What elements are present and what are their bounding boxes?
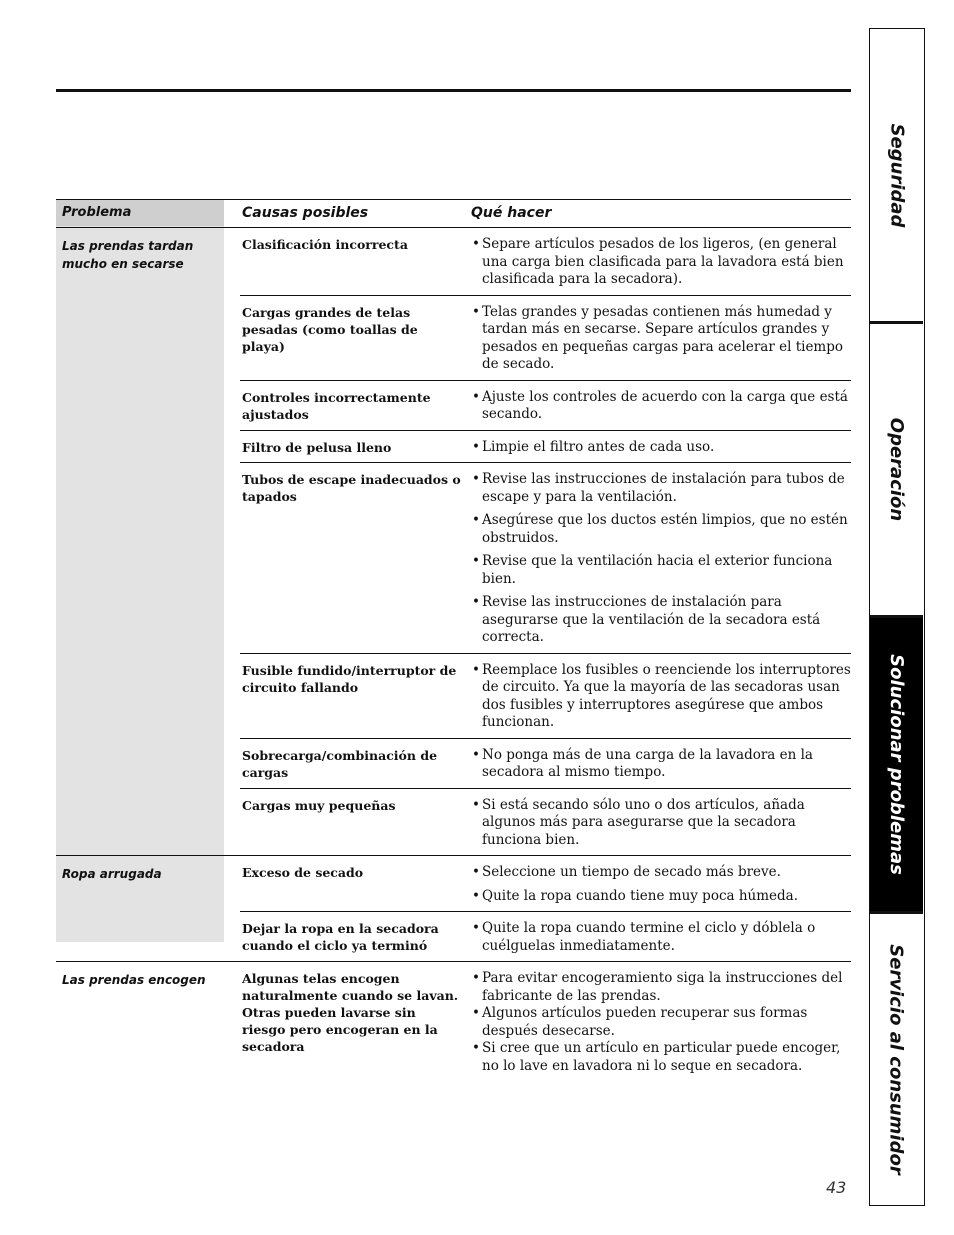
problem-label: Ropa arrugada (62, 867, 162, 881)
fix-list (470, 389, 851, 424)
table-header (56, 199, 851, 228)
problem-group-shrink (56, 962, 851, 1081)
tab-operacion[interactable] (870, 324, 923, 618)
cause-text: Cargas grandes de telas pesadas (como toallas de playa) (242, 304, 418, 354)
fix-item: • Revise las instrucciones de instalación para asegurarse que la ventilación de la secadora está correcta. (472, 594, 851, 647)
cause-text: Filtro de pelusa lleno (242, 439, 392, 455)
fix-item: • Si está secando sólo uno o dos artículos, añada algunos más para asegurarse que la secadora funciona bien. (472, 797, 851, 850)
table-row (240, 431, 851, 464)
cause-text: Controles incorrectamente ajustados (242, 389, 431, 422)
cause-text: Sobrecarga/combinación de cargas (242, 747, 438, 780)
fix-item: • Separe artículos pesados de los ligeros, (en general una carga bien clasificada para la lavadora está bien clasificada para la secadora). (472, 236, 851, 289)
fix-item: • Revise las instrucciones de instalación para tubos de escape y para la ventilación. (472, 471, 851, 506)
fix-item: • Reemplace los fusibles o reenciende los interruptores de circuito. Ya que la mayoría de las secadoras usan dos fusibles y interruptores asegúrese que ambos funcionan. (472, 662, 851, 732)
fix-list (470, 236, 851, 289)
cause-text: Fusible fundido/interruptor de circuito fallando (242, 662, 457, 695)
table-row (240, 654, 851, 739)
table-row (240, 856, 851, 912)
section-tabs (869, 28, 925, 1206)
cause-text: Cargas muy pequeñas (242, 797, 396, 813)
fix-item: • Limpie el filtro antes de cada uso. (472, 439, 851, 457)
problem-label: Las prendas encogen (62, 973, 206, 987)
problem-group-wrinkled (56, 856, 851, 962)
tab-label: Seguridad (886, 123, 907, 227)
table-row (240, 789, 851, 856)
tab-label: Operación (886, 417, 908, 522)
tab-solucionar-problemas[interactable] (870, 618, 923, 914)
table-row (240, 381, 851, 431)
table-row (240, 912, 851, 961)
fix-item: • Algunos artículos pueden recuperar sus formas después desecarse. (472, 1005, 851, 1040)
cause-text: Algunas telas encogen naturalmente cuando se lavan. Otras pueden lavarse sin riesgo pero encogeran en la secadora (242, 971, 459, 1054)
problem-label: Las prendas tardan mucho en secarse (62, 239, 194, 271)
top-rule (56, 89, 851, 92)
fix-item: • Para evitar encogeramiento siga la instrucciones del fabricante de las prendas. (472, 970, 851, 1005)
fix-list (470, 304, 851, 374)
cause-text: Dejar la ropa en la secadora cuando el ciclo ya terminó (242, 921, 439, 953)
fix-item: • Asegúrese que los ductos estén limpios, que no estén obstruidos. (472, 512, 851, 547)
fix-list (470, 970, 851, 1075)
fix-item: • Si cree que un artículo en particular puede encoger, no lo lave en lavadora ni lo seque en secadora. (472, 1040, 851, 1075)
fix-list (470, 471, 851, 647)
fix-list (470, 747, 851, 782)
fix-list (470, 864, 851, 905)
cause-text: Tubos de escape inadecuados o tapados (242, 472, 461, 504)
table-row (240, 463, 851, 654)
header-what-to-do: Qué hacer (471, 205, 552, 221)
page-number: 43 (826, 1178, 847, 1197)
fix-item: • Quite la ropa cuando tiene muy poca húmeda. (472, 888, 851, 906)
tab-label: Solucionar problemas (886, 654, 908, 875)
fix-list (470, 797, 851, 850)
fix-item: • Seleccione un tiempo de secado más breve. (472, 864, 851, 882)
fix-list (470, 920, 851, 955)
fix-list (470, 439, 851, 457)
tab-seguridad[interactable] (870, 29, 923, 324)
tab-label: Servicio al consumidor (886, 943, 908, 1175)
cause-text: Exceso de secado (242, 865, 364, 880)
fix-item: • Telas grandes y pesadas contienen más humedad y tardan más en secarse. Separe artículos grandes y pesados en pequeñas cargas para acelerar el tiempo de secado. (472, 304, 851, 374)
fix-item: • Quite la ropa cuando termine el ciclo y dóblela o cuélguelas inmediatamente. (472, 920, 851, 955)
header-problem: Problema (56, 200, 224, 226)
table-row (240, 739, 851, 789)
table-row (240, 962, 851, 1081)
table-row (240, 228, 851, 296)
fix-item: • No ponga más de una carga de la lavadora en la secadora al mismo tiempo. (472, 747, 851, 782)
tab-servicio-al-consumidor[interactable] (870, 914, 923, 1204)
cause-text: Clasificación incorrecta (242, 237, 408, 252)
problem-group-slow-drying (56, 228, 851, 856)
table-row (240, 296, 851, 381)
fix-item: • Ajuste los controles de acuerdo con la carga que está secando. (472, 389, 851, 424)
fix-item: • Revise que la ventilación hacia el exterior funciona bien. (472, 553, 851, 588)
fix-list (470, 662, 851, 732)
header-causes: Causas posibles (242, 205, 369, 221)
troubleshooting-table (56, 199, 851, 1081)
